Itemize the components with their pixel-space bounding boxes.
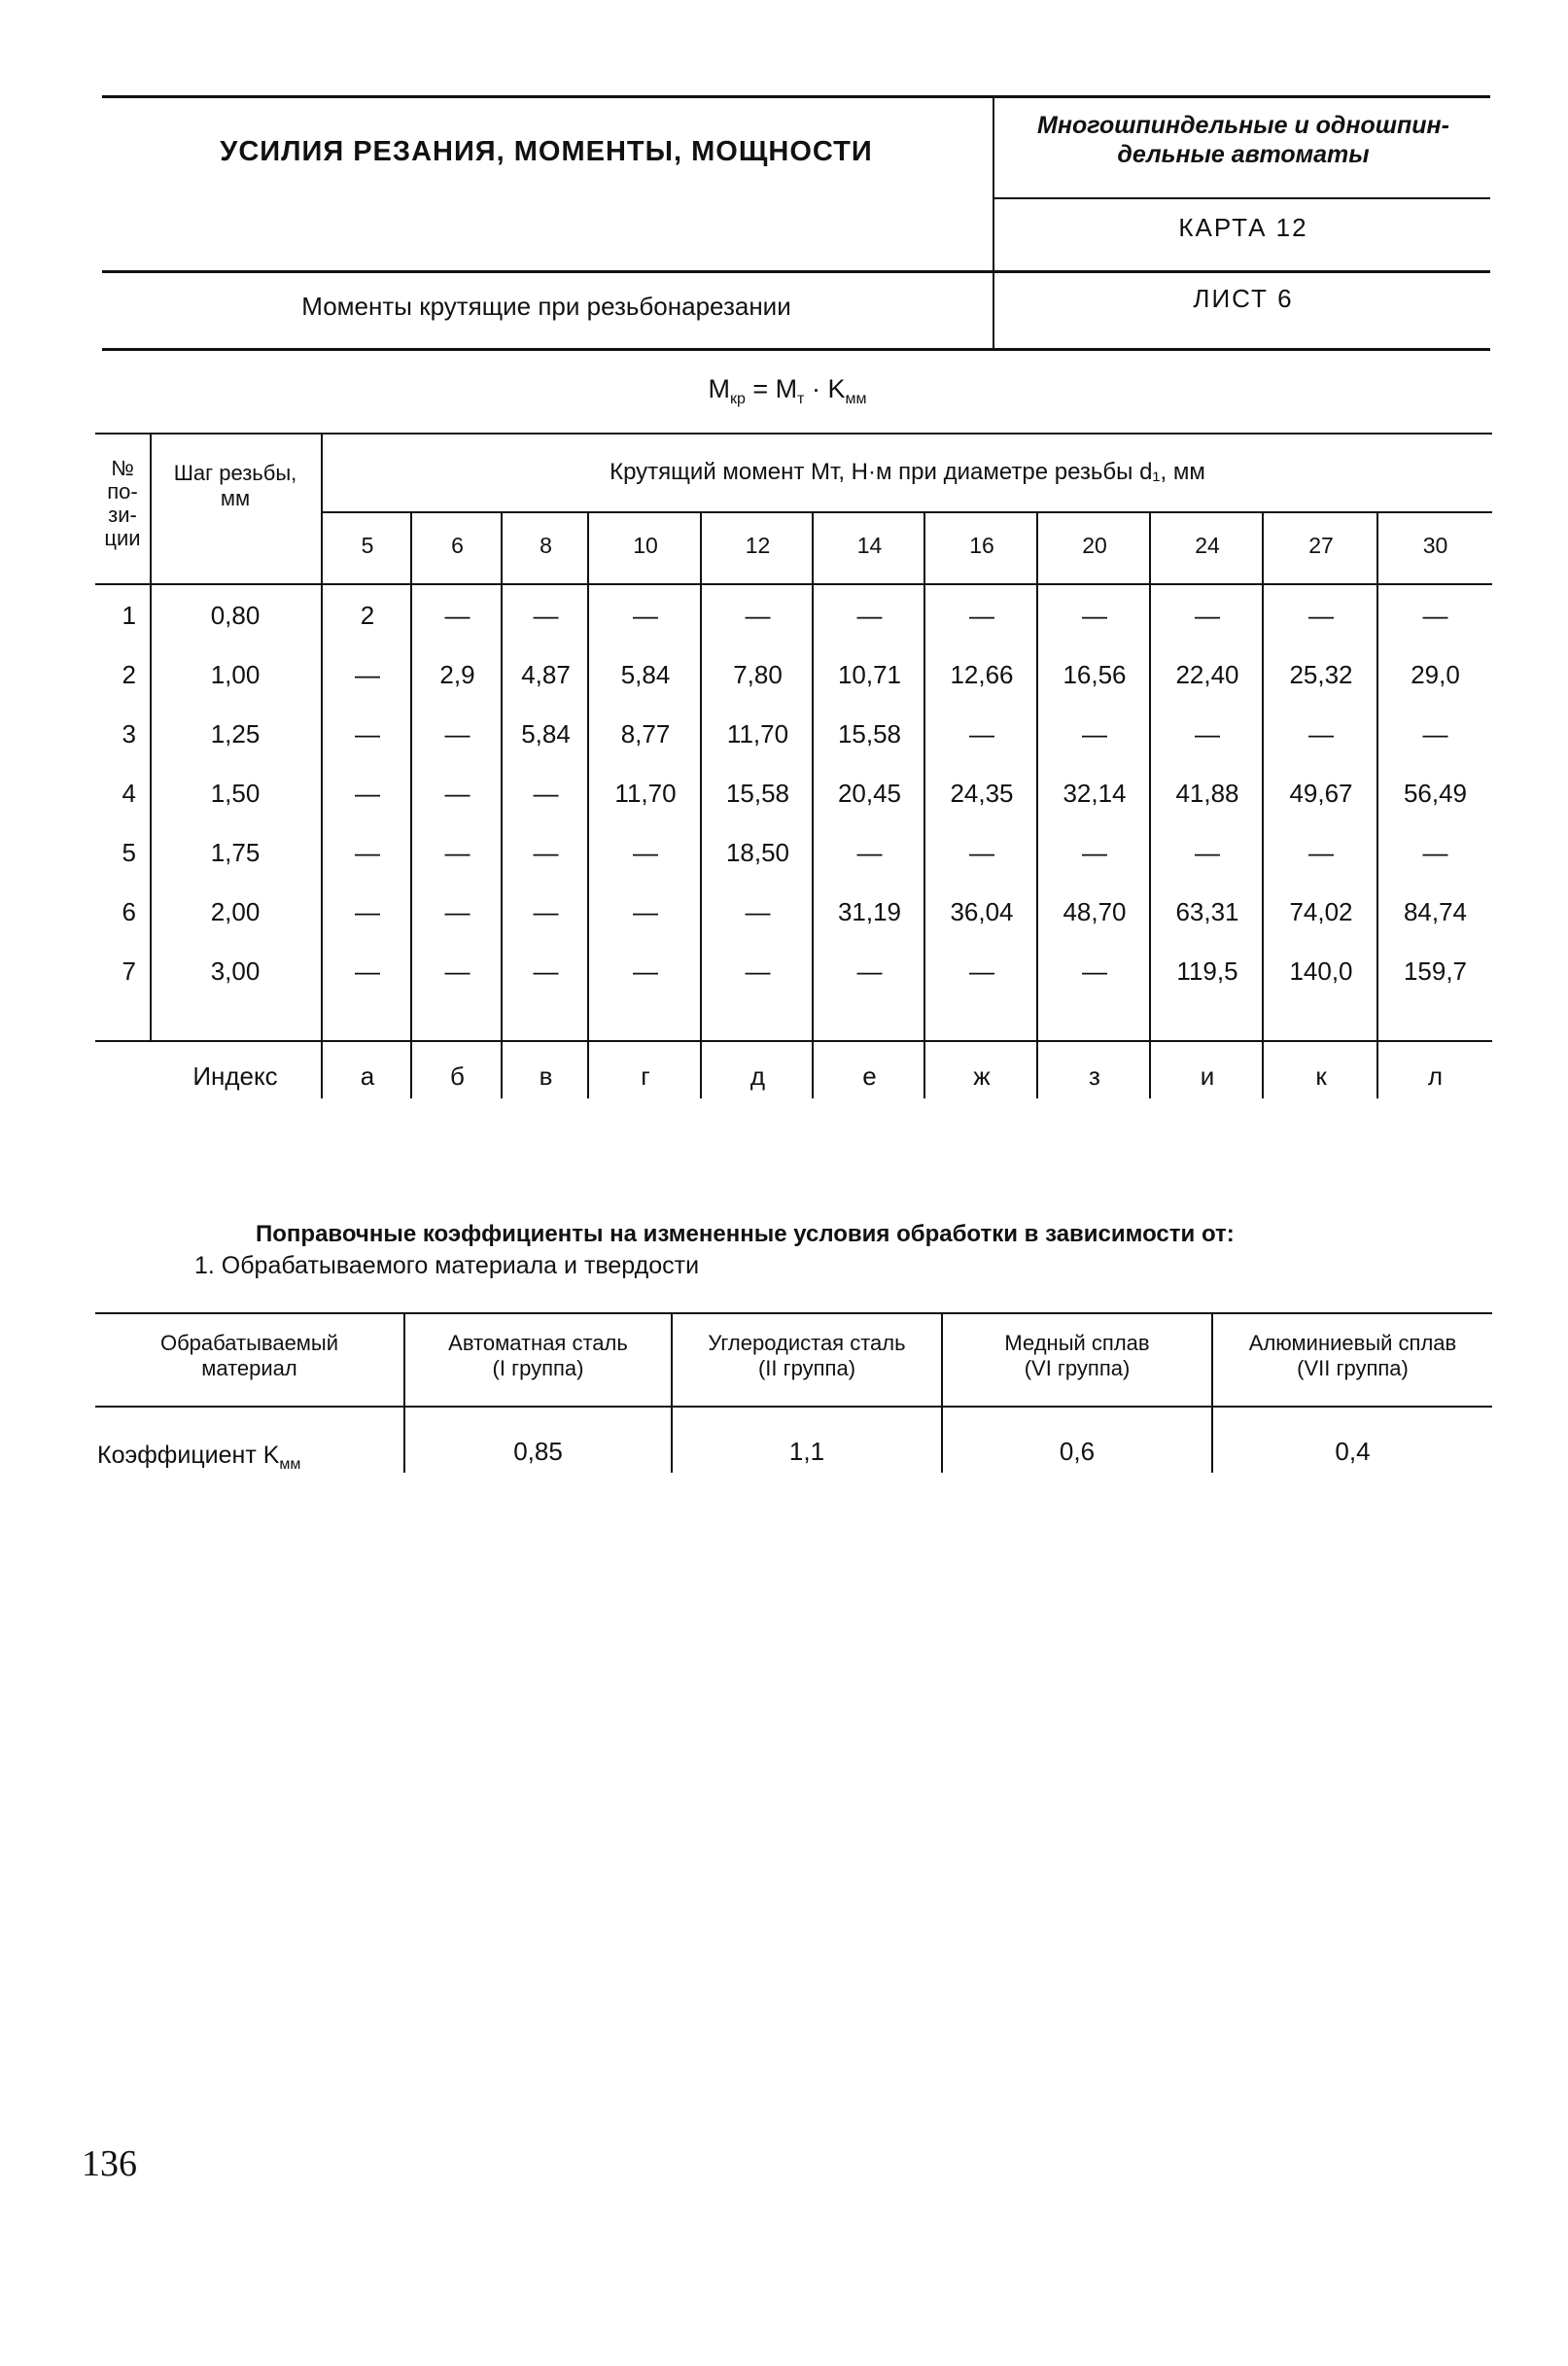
torque-cell: 10,71 [837, 660, 902, 689]
torque-cell: — [533, 897, 559, 926]
coef-header-aluminum-1: Алюминиевый сплав [1248, 1331, 1457, 1355]
torque-cell: 25,32 [1289, 660, 1353, 689]
coef-header-auto-1: Автоматная сталь [448, 1331, 628, 1355]
row-position: 2 [122, 660, 136, 689]
index-letter: б [450, 1061, 465, 1091]
torque-cell: — [444, 601, 470, 630]
index-letter: л [1427, 1061, 1444, 1091]
pos-header-line4: ции [104, 526, 141, 550]
card-number: КАРТА 12 [1178, 213, 1308, 242]
coef-label-text: Коэффициент K [97, 1442, 280, 1469]
torque-cell: — [444, 838, 470, 867]
row-position: 3 [122, 719, 136, 748]
diameter-header-8: 8 [540, 533, 552, 558]
torque-cell: 2,9 [439, 660, 475, 689]
row-position: 6 [122, 897, 136, 926]
torque-cell: — [969, 601, 994, 630]
corrections-subheading: 1. Обрабатываемого материала и твердости [194, 1252, 700, 1279]
torque-cell: 5,84 [521, 719, 571, 748]
torque-cell: — [1308, 838, 1334, 867]
page-number: 136 [82, 2143, 137, 2184]
torque-cell: 12,66 [950, 660, 1014, 689]
row-pitch: 0,80 [210, 601, 261, 630]
torque-cell: 15,58 [725, 779, 790, 808]
pos-header-line3: зи- [108, 503, 137, 527]
torque-cell: 5,84 [620, 660, 671, 689]
torque-cell: — [856, 957, 883, 986]
torque-cell: 41,88 [1175, 779, 1239, 808]
torque-cell: — [1082, 957, 1107, 986]
torque-cell: — [745, 897, 771, 926]
index-letter: з [1089, 1061, 1100, 1091]
row-position: 7 [122, 957, 136, 986]
corrections-heading: Поправочные коэффициенты на измененные условия обработки в зависимости от: [256, 1221, 1235, 1247]
torque-cell: — [355, 719, 380, 748]
torque-cell: 56,49 [1403, 779, 1468, 808]
torque-cell: — [1195, 719, 1220, 748]
torque-cell: — [533, 601, 559, 630]
torque-cell: 29,0 [1411, 660, 1460, 689]
formula-eq: = M [745, 374, 798, 403]
coef-header-material-1: Обрабатываемый [159, 1331, 339, 1355]
torque-cell: — [355, 660, 380, 689]
index-letter: к [1315, 1061, 1327, 1091]
pos-header-line2: по- [107, 479, 138, 504]
torque-cell: — [1308, 719, 1334, 748]
torque-cell: 11,70 [726, 719, 789, 748]
formula-m-sub: кр [729, 391, 746, 407]
torque-header: Крутящий момент Mт, Н·м при диаметре резьбы d₁, мм [610, 459, 1205, 485]
row-position: 4 [122, 779, 136, 808]
torque-cell: 74,02 [1289, 897, 1353, 926]
diameter-header-14: 14 [856, 533, 883, 558]
coef-top-rule [95, 1312, 1492, 1314]
pitch-header-line1: Шаг резьбы, [173, 461, 297, 485]
torque-cell: — [1195, 838, 1220, 867]
torque-cell: 16,56 [1063, 660, 1127, 689]
diameter-header-12: 12 [745, 533, 771, 558]
coef-header-copper-2: (VI группа) [1024, 1356, 1131, 1380]
index-label: Индекс [192, 1061, 278, 1091]
torque-cell: 159,7 [1403, 957, 1468, 986]
torque-cell: — [355, 897, 380, 926]
pitch-header-line2: мм [220, 486, 251, 510]
torque-cell: — [1082, 719, 1107, 748]
torque-cell: — [1422, 601, 1448, 630]
torque-cell: 140,0 [1289, 957, 1353, 986]
diameter-header-20: 20 [1082, 533, 1107, 558]
torque-cell: 48,70 [1063, 897, 1127, 926]
diameter-header-27: 27 [1308, 533, 1334, 558]
torque-cell: 32,14 [1063, 779, 1127, 808]
formula-m: M [708, 374, 730, 403]
torque-cell: — [444, 779, 470, 808]
coef-value-carbon: 1,1 [788, 1437, 825, 1466]
torque-cell: 15,58 [837, 719, 902, 748]
coef-row-label [97, 1442, 300, 1474]
torque-cell: — [1195, 601, 1220, 630]
formula-k: · K [804, 374, 846, 403]
torque-cell: — [444, 897, 470, 926]
pos-header-line1: № [111, 456, 134, 480]
torque-cell: — [533, 838, 559, 867]
torque-cell: — [633, 838, 658, 867]
torque-cell: — [533, 957, 559, 986]
torque-cell: 119,5 [1176, 957, 1238, 986]
torque-cell: 8,77 [620, 719, 671, 748]
torque-cell: — [633, 601, 658, 630]
torque-cell: 18,50 [725, 838, 790, 867]
torque-cell: 22,40 [1175, 660, 1239, 689]
row-position: 5 [122, 838, 136, 867]
torque-cell: — [355, 957, 380, 986]
torque-cell: — [745, 601, 771, 630]
torque-cell: — [1082, 601, 1107, 630]
coef-header-carbon-2: (II группа) [757, 1356, 856, 1380]
torque-cell: — [355, 779, 380, 808]
index-letter: д [749, 1061, 766, 1091]
coef-mid-rule [95, 1406, 1492, 1408]
diameter-header-10: 10 [633, 533, 658, 558]
index-letter: в [539, 1061, 553, 1091]
torque-cell: 31,19 [837, 897, 902, 926]
torque-cell: 4,87 [521, 660, 571, 689]
torque-cell: — [1082, 838, 1107, 867]
row-position: 1 [122, 601, 136, 630]
row-pitch: 1,00 [210, 660, 261, 689]
row-pitch: 2,00 [210, 897, 261, 926]
coef-value-auto: 0,85 [513, 1437, 563, 1466]
torque-cell: 36,04 [950, 897, 1014, 926]
diameter-header-24: 24 [1195, 533, 1220, 558]
header-body-rule [95, 583, 1492, 585]
torque-cell: — [444, 719, 470, 748]
torque-cell: — [633, 897, 658, 926]
coef-label-sub: мм [279, 1456, 301, 1473]
formula-k-sub: мм [845, 391, 867, 407]
torque-cell: — [856, 601, 883, 630]
table-top-rule [95, 433, 1492, 435]
torque-cell: — [969, 957, 994, 986]
torque-cell: 7,80 [733, 660, 783, 689]
row-pitch: 1,50 [210, 779, 261, 808]
torque-cell: — [745, 957, 771, 986]
coef-header-carbon-1: Углеродистая сталь [708, 1331, 906, 1355]
coef-header-aluminum-2: (VII группа) [1297, 1356, 1409, 1380]
torque-cell: — [633, 957, 658, 986]
section-subtitle: Моменты крутящие при резьбонарезании [301, 292, 791, 321]
diameter-header-6: 6 [451, 533, 464, 558]
diameter-header-30: 30 [1422, 533, 1448, 558]
coef-value-aluminum: 0,4 [1335, 1437, 1371, 1466]
torque-cell: 63,31 [1175, 897, 1239, 926]
index-letter: и [1200, 1061, 1215, 1091]
torque-cell: — [1422, 838, 1448, 867]
machine-type-line2: дельные автоматы [1117, 141, 1370, 168]
torque-cell: — [355, 838, 380, 867]
index-letter: г [641, 1061, 650, 1091]
torque-cell: 20,45 [837, 779, 902, 808]
torque-cell: — [1308, 601, 1334, 630]
torque-cell: — [1422, 719, 1448, 748]
coef-header-material-2: материал [201, 1356, 297, 1380]
row-pitch: 1,75 [210, 838, 261, 867]
torque-cell: 24,35 [950, 779, 1014, 808]
index-letter: е [862, 1061, 877, 1091]
torque-cell: — [856, 838, 883, 867]
diameter-header-16: 16 [969, 533, 994, 558]
torque-cell: 84,74 [1403, 897, 1468, 926]
index-letter: а [360, 1061, 375, 1091]
row-pitch: 1,25 [210, 719, 261, 748]
torque-cell: 11,70 [614, 779, 677, 808]
coef-header-copper-1: Медный сплав [1004, 1331, 1150, 1355]
coef-header-auto-2: (I группа) [492, 1356, 584, 1380]
torque-cell: 2 [360, 601, 375, 630]
formula-mt-sub: т [797, 391, 805, 407]
sheet-number: ЛИСТ 6 [1193, 284, 1294, 313]
machine-type-line1: Многошпиндельные и одношпин- [1037, 112, 1449, 139]
diameter-header-rule [321, 511, 1492, 513]
diameter-header-5: 5 [361, 533, 374, 558]
torque-table [0, 0, 1568, 1166]
torque-cell: 49,67 [1289, 779, 1353, 808]
torque-cell: — [969, 838, 994, 867]
torque-cell: — [444, 957, 470, 986]
table-bottom-rule [95, 1040, 1492, 1042]
index-letter: ж [973, 1061, 991, 1091]
coef-value-copper: 0,6 [1059, 1437, 1096, 1466]
torque-cell: — [969, 719, 994, 748]
row-pitch: 3,00 [210, 957, 261, 986]
page-title: УСИЛИЯ РЕЗАНИЯ, МОМЕНТЫ, МОЩНОСТИ [220, 136, 873, 167]
torque-cell: — [533, 779, 559, 808]
